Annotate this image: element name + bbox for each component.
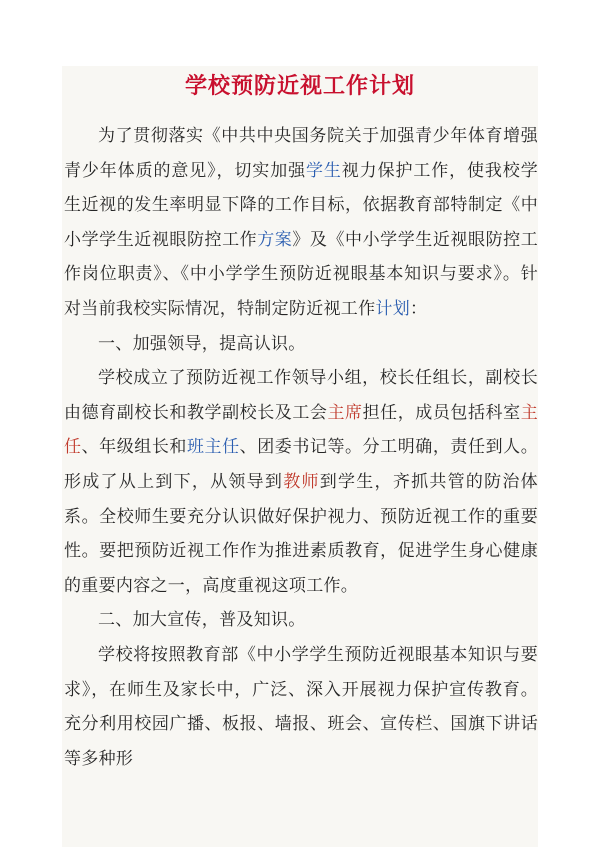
text-span: 到学生，齐抓共管的防治体系。全校师生要充分认识做好保护视力、预防近视工作的重要性。要把预防近视工作作为推进素质教育，促进学生身心健康的重要内容之一，高度重视这项工作。	[64, 471, 538, 596]
link-head-teacher[interactable]: 班主任	[186, 437, 240, 458]
text-span: 二、加大宣传，普及知识。	[98, 610, 306, 631]
link-plan[interactable]: 方案	[257, 229, 293, 250]
link-teacher[interactable]: 教师	[283, 471, 320, 492]
text-span: ：	[410, 298, 428, 319]
text-span: 一、加强领导，提高认识。	[98, 333, 306, 354]
document-body	[64, 119, 538, 776]
text-span: 视力保护工作，使我校学生近视的发生率明显下降的工作目标，依据教育部特制定《中小学学生近视眼防控工作	[64, 160, 538, 250]
text-span: 担任，成员包括科室	[362, 402, 521, 423]
text-span: 为了贯彻落实《中共中央国务院关于加强青少年体育增强青少年体质的意见》，切实加强	[64, 126, 538, 181]
paragraph-publicity	[64, 638, 538, 776]
paragraph-intro	[64, 119, 538, 327]
link-chairman[interactable]: 主席	[327, 402, 363, 423]
link-schedule[interactable]: 计划	[375, 298, 411, 319]
section-heading-2	[64, 603, 538, 638]
link-students[interactable]: 学生	[305, 160, 342, 181]
link-director[interactable]: 主任	[64, 402, 539, 458]
text-span: 、团委书记等。分工明确，责任到人。形成了从上到下，从领导到	[64, 437, 538, 492]
text-span: 》及《中小学学生近视眼防控工作岗位职责》、《中小学学生预防近视眼基本知识与要求》。针对当前我校实际情况，特制定防近视工作	[64, 229, 538, 319]
text-span: 、年级组长和	[81, 437, 187, 458]
section-heading-1	[64, 327, 538, 362]
text-span: 学校将按照教育部《中小学学生预防近视眼基本知识与要求》，在师生及家长中，广泛、深入开展视力保护宣传教育。充分利用校园广播、板报、墙报、班会、宣传栏、国旗下讲话等多种形	[64, 644, 538, 769]
document-title: 学校预防近视工作计划	[184, 74, 415, 99]
text-span: 学校成立了预防近视工作领导小组，校长任组长，副校长由德育副校长和教学副校长及工会	[64, 368, 538, 423]
paragraph-leadership	[64, 361, 538, 603]
